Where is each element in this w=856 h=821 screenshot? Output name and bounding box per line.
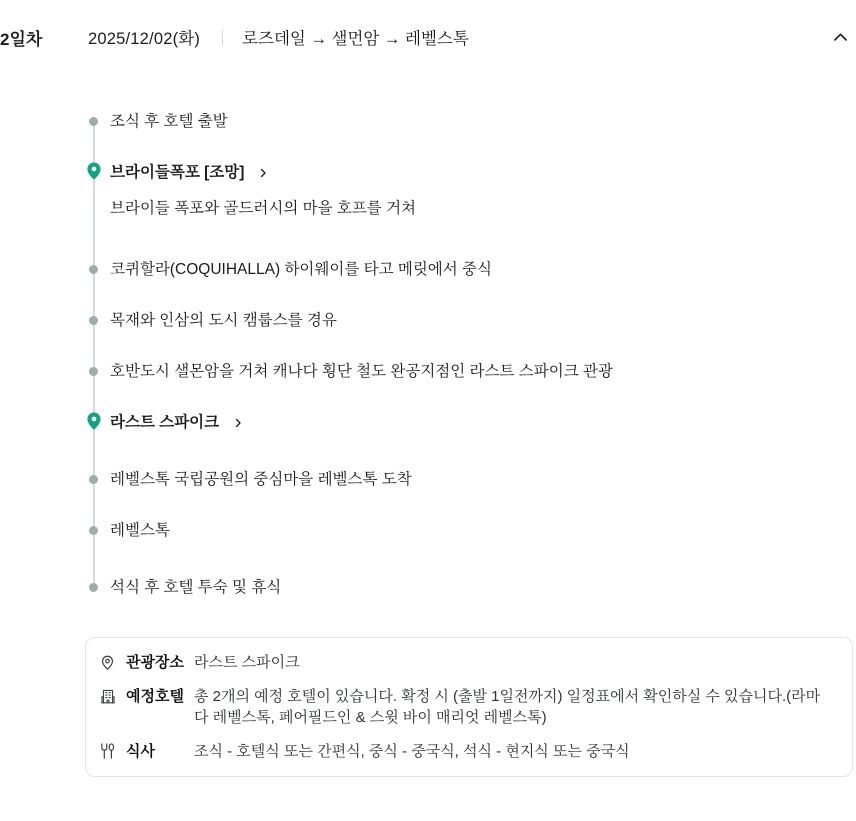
chevron-right-icon <box>257 166 269 180</box>
timeline-item <box>85 578 856 598</box>
chevron-up-icon <box>831 28 850 47</box>
timeline-dot-icon <box>89 316 98 325</box>
map-pin-icon <box>85 161 103 188</box>
timeline-text: 코퀴할라(COQUIHALLA) 하이웨이를 타고 메릿에서 중식 <box>110 261 493 278</box>
timeline <box>85 112 856 598</box>
place-link-bridal-falls[interactable] <box>110 163 269 183</box>
timeline-text: 레벨스톡 <box>110 522 170 539</box>
timeline-dot-icon <box>89 526 98 535</box>
timeline-subtext: 브라이들 폭포와 골드러시의 마을 호프를 거쳐 <box>110 200 417 217</box>
timeline-text: 석식 후 호텔 투숙 및 휴식 <box>110 579 282 596</box>
timeline-text: 목재와 인삼의 도시 캠룹스를 경유 <box>110 312 337 329</box>
timeline-item <box>85 112 856 132</box>
timeline-item-place <box>85 163 856 219</box>
timeline-item <box>85 260 856 280</box>
collapse-day-button[interactable] <box>827 24 854 51</box>
day-number: 2일차 <box>0 29 43 49</box>
meal-value: 조식 - 호텔식 또는 간편식, 중식 - 중국식, 석식 - 현지식 또는 중국식 <box>194 743 630 760</box>
route-label: 로즈데일 → 샐먼암 → 레벨스톡 <box>242 30 469 48</box>
place-name: 라스트 스파이크 <box>110 414 220 431</box>
timeline-dot-icon <box>89 475 98 484</box>
hotel-value: 총 2개의 예정 호텔이 있습니다. 확정 시 (출발 1일전까지) 일정표에서 확인하실 수 있습니다.(라마다 레벨스톡, 페어필드인 & 스윗 바이 매리엇 레벨스톡) <box>194 688 821 726</box>
tour-place-label: 관광장소 <box>126 654 184 671</box>
building-icon <box>99 686 126 705</box>
date-label: 2025/12/02(화) <box>88 30 201 48</box>
timeline-text: 조식 후 호텔 출발 <box>110 113 228 130</box>
timeline-item <box>85 521 856 541</box>
tour-place-value: 라스트 스파이크 <box>194 654 300 671</box>
place-name: 브라이들폭포 [조망] <box>110 164 245 181</box>
meal-label: 식사 <box>126 743 155 760</box>
hotel-label: 예정호텔 <box>126 688 184 705</box>
timeline-item-place <box>85 413 856 433</box>
timeline-text: 레벨스톡 국립공원의 중심마을 레벨스톡 도착 <box>110 471 412 488</box>
day-header <box>0 0 856 52</box>
timeline-item <box>85 470 856 490</box>
timeline-dot-icon <box>89 117 98 126</box>
timeline-dot-icon <box>89 265 98 274</box>
day-info-box <box>85 637 853 777</box>
timeline-dot-icon <box>89 583 98 592</box>
header-divider <box>222 29 223 46</box>
map-pin-icon <box>85 411 103 438</box>
timeline-item <box>85 311 856 331</box>
timeline-dot-icon <box>89 367 98 376</box>
location-pin-outline-icon <box>99 652 126 672</box>
utensils-icon <box>99 741 126 760</box>
chevron-right-icon <box>232 416 244 430</box>
timeline-item <box>85 362 856 382</box>
timeline-text: 호반도시 샐몬암을 거쳐 캐나다 횡단 철도 완공지점인 라스트 스파이크 관광 <box>110 363 613 380</box>
place-link-last-spike[interactable] <box>110 413 244 433</box>
